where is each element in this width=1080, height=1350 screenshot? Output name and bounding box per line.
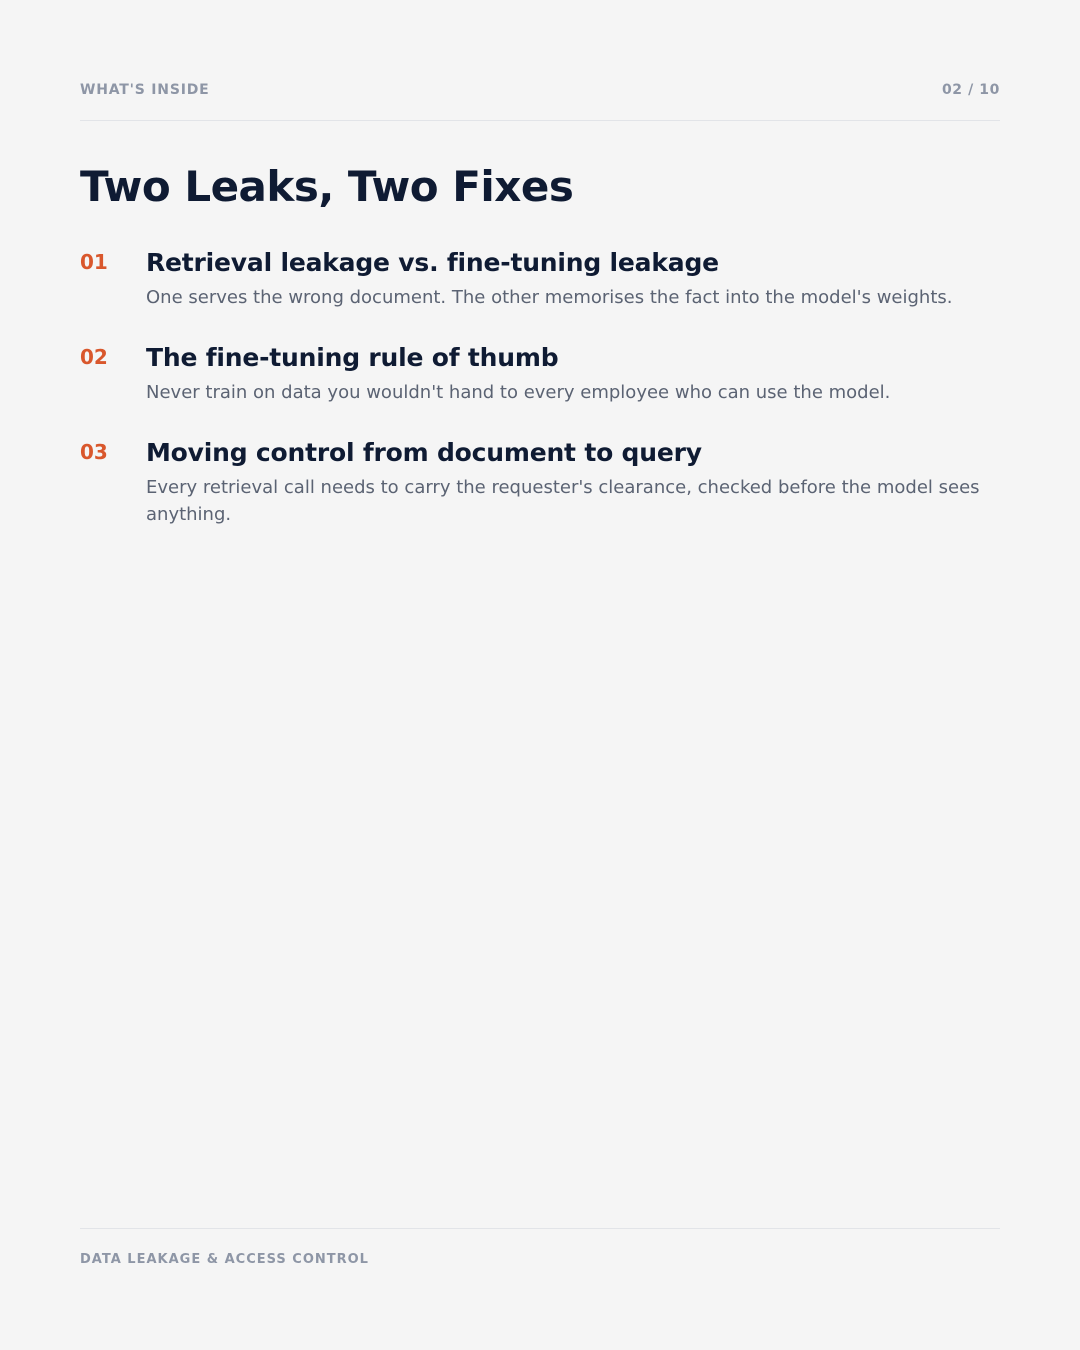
- list-item: [80, 341, 1000, 406]
- contents-list: [80, 246, 1000, 558]
- list-item: [80, 436, 1000, 528]
- item-title: Retrieval leakage vs. fine-tuning leakage: [146, 248, 719, 277]
- item-title: Moving control from document to query: [146, 438, 702, 467]
- item-number: 03: [80, 440, 108, 464]
- page-counter: 02 / 10: [941, 82, 1000, 98]
- header: [80, 80, 1000, 121]
- footer-label: DATA LEAKAGE & ACCESS CONTROL: [80, 1252, 369, 1267]
- page-title: Two Leaks, Two Fixes: [80, 162, 574, 211]
- section-label: WHAT'S INSIDE: [80, 82, 210, 98]
- list-item: [80, 246, 1000, 311]
- item-description: Never train on data you wouldn't hand to every employee who can use the model.: [146, 382, 891, 403]
- item-number: 02: [80, 345, 108, 369]
- item-description: Every retrieval call needs to carry the requester's clearance, checked before the model sees anything.: [146, 477, 980, 525]
- item-title: The fine-tuning rule of thumb: [146, 343, 559, 372]
- item-description: One serves the wrong document. The other memorises the fact into the model's weights.: [146, 287, 953, 308]
- item-number: 01: [80, 250, 108, 274]
- footer: [80, 1228, 1000, 1267]
